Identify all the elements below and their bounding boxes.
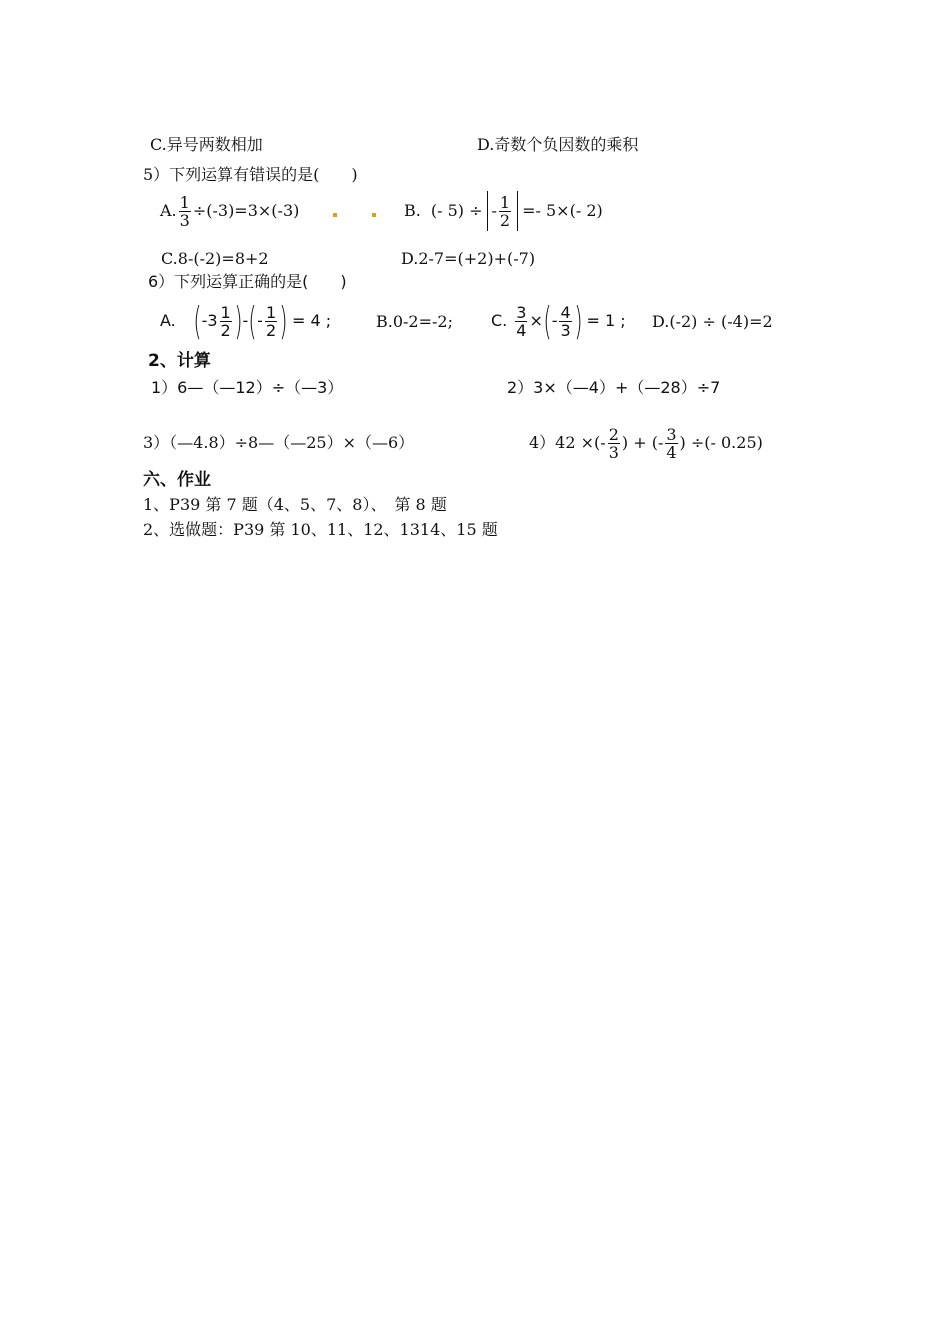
q6-option-d: D.(-2) ÷ (-4)=2: [652, 312, 773, 331]
paren-right: ): [573, 299, 583, 343]
paren-left: (: [193, 299, 202, 343]
denominator: 3: [560, 320, 571, 340]
expression: ÷(-3)=3×(-3): [192, 201, 300, 220]
numerator: 4: [560, 302, 571, 322]
q5-option-d: D.2-7=(+2)+(-7): [401, 249, 536, 268]
calc-problem-2: 2）3×（—4）+（—28）÷7: [507, 378, 721, 397]
times-sign: ×: [529, 311, 543, 330]
option-label: C.: [491, 311, 508, 330]
q6-stem: 6）下列运算正确的是( ): [148, 272, 347, 291]
denominator: 4: [666, 442, 677, 462]
fraction: [515, 304, 527, 339]
denominator: 3: [179, 210, 190, 230]
numerator: 1: [265, 302, 277, 322]
fraction: [608, 426, 620, 461]
calc-problem-4: [529, 420, 763, 466]
numerator: 2: [608, 424, 619, 444]
q4-option-c: C.异号两数相加: [150, 135, 263, 154]
mixed-whole: -3: [201, 311, 218, 330]
expression: 4）42 ×(-: [529, 433, 606, 452]
numerator: 1: [499, 192, 511, 212]
paren-left: (: [543, 299, 552, 343]
expression: (- 5) ÷: [430, 201, 483, 220]
numerator: 1: [220, 302, 231, 322]
q5-option-c: C.8-(-2)=8+2: [161, 249, 269, 268]
q5-option-a: [160, 189, 299, 233]
mark-dot: [333, 213, 337, 217]
fraction: [499, 194, 511, 229]
q4-option-d: D.奇数个负因数的乘积: [477, 135, 639, 154]
numerator: 3: [516, 302, 527, 322]
q5-stem: 5）下列运算有错误的是( ): [143, 165, 358, 184]
neg-sign: -: [257, 311, 263, 330]
fraction: [179, 194, 191, 229]
neg-sign: -: [551, 311, 558, 330]
q5-option-b: [404, 189, 603, 233]
homework-item-2: 2、选做题：P39 第 10、11、12、1314、15 题: [143, 520, 498, 539]
q6-option-a: [160, 298, 331, 344]
denominator: 3: [608, 442, 619, 462]
fraction: [220, 304, 232, 339]
expression: = 1 ;: [586, 311, 626, 330]
homework-item-1: 1、P39 第 7 题（4、5、7、8）、 第 8 题: [143, 495, 447, 514]
option-label: A.: [160, 201, 177, 220]
calc-problem-3: 3）（—4.8）÷8—（—25）×（—6）: [143, 433, 415, 452]
denominator: 2: [220, 320, 231, 340]
option-label: A.: [160, 311, 176, 330]
paren-left: (: [248, 299, 257, 343]
expression: = 4 ;: [291, 311, 332, 330]
expression: ) + (-: [621, 433, 664, 452]
paren-right: ): [234, 299, 243, 343]
expression: ) ÷(- 0.25): [679, 433, 763, 452]
denominator: 2: [265, 320, 277, 340]
numerator: 3: [666, 424, 677, 444]
denominator: 2: [499, 210, 511, 230]
fraction: [265, 304, 277, 339]
abs-bar-right: [517, 191, 518, 231]
neg-sign: -: [491, 201, 497, 220]
denominator: 4: [516, 320, 527, 340]
calc-problem-1: 1）6—（—12）÷（—3）: [151, 378, 344, 397]
fraction: [559, 304, 571, 339]
paren-right: ): [279, 299, 288, 343]
q6-option-c: [491, 298, 626, 344]
expression: =- 5×(- 2): [522, 201, 603, 220]
section-title-calc: 2、计算: [148, 351, 211, 371]
section-title-homework: 六、作业: [143, 470, 211, 490]
option-label: B.: [404, 201, 421, 220]
numerator: 1: [179, 192, 190, 212]
minus-sign: -: [242, 311, 249, 330]
fraction: [665, 426, 677, 461]
mark-dot: [372, 213, 376, 217]
q6-option-b: B.0-2=-2;: [376, 312, 453, 331]
abs-bar-left: [487, 191, 488, 231]
